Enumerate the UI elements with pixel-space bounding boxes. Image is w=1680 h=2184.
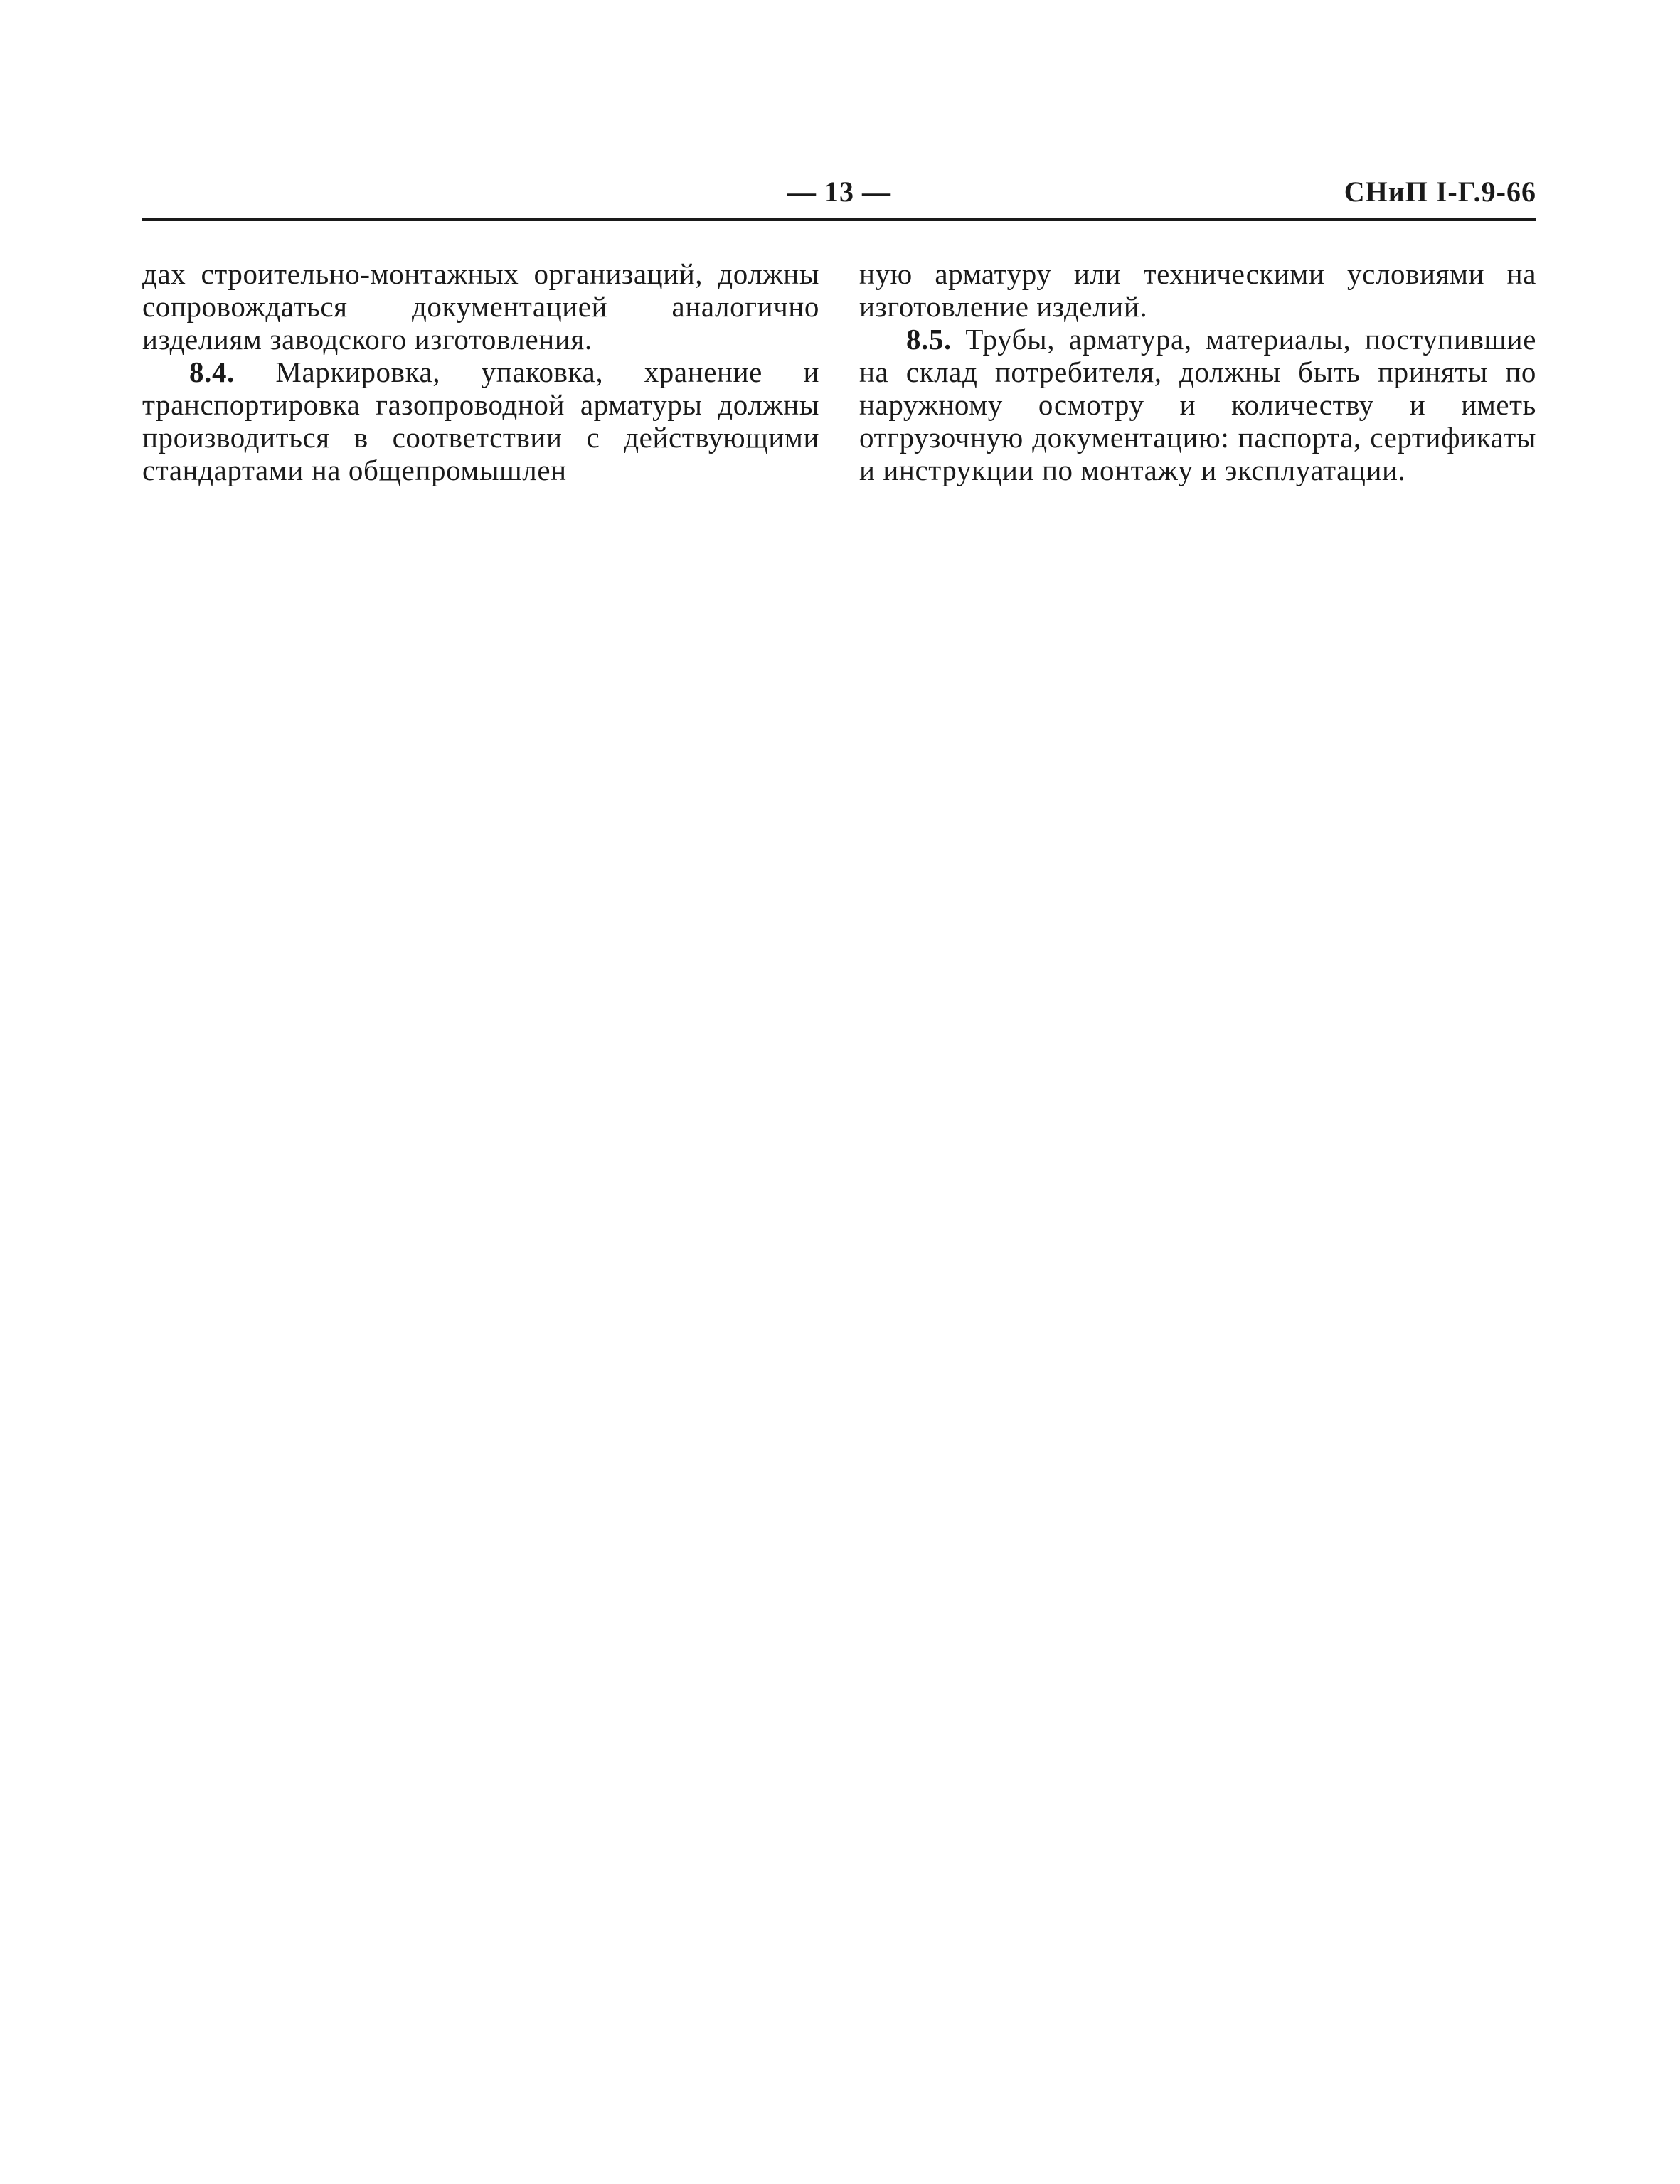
paragraph-text: Маркировка, упаковка, хранение и транспортировка газопроводной арматуры должны производиться в соответствии с действующими стандартами на общепромышлен bbox=[142, 356, 819, 486]
page-number: — 13 — bbox=[787, 176, 891, 208]
document-code: СНиП I-Г.9-66 bbox=[1344, 176, 1536, 208]
paragraph-text: Трубы, арматура, материалы, поступившие на склад потребителя, должны быть приняты по наружному осмотру и количеству и иметь отгрузочную документацию: паспорта, сертификаты и инструкции по монтажу и эксплуатации. bbox=[859, 323, 1536, 486]
left-column bbox=[142, 257, 819, 486]
paragraph-8-5 bbox=[859, 323, 1536, 486]
header-rule bbox=[142, 218, 1536, 221]
paragraph-continuation bbox=[142, 257, 819, 356]
paragraph-text: дах строительно-монтажных организаций, должны сопровождаться документацией аналогично изделиям заводского изготовления. bbox=[142, 257, 819, 356]
paragraph-8-4 bbox=[142, 356, 819, 486]
paragraph-number: 8.4. bbox=[189, 356, 235, 388]
page-header bbox=[142, 169, 1536, 215]
paragraph-number: 8.5. bbox=[906, 323, 952, 356]
paragraph-continuation bbox=[859, 257, 1536, 323]
paragraph-text: ную арматуру или техническими условиями на изготовление изделий. bbox=[859, 257, 1536, 323]
right-column bbox=[859, 257, 1536, 486]
body-columns bbox=[142, 257, 1536, 486]
